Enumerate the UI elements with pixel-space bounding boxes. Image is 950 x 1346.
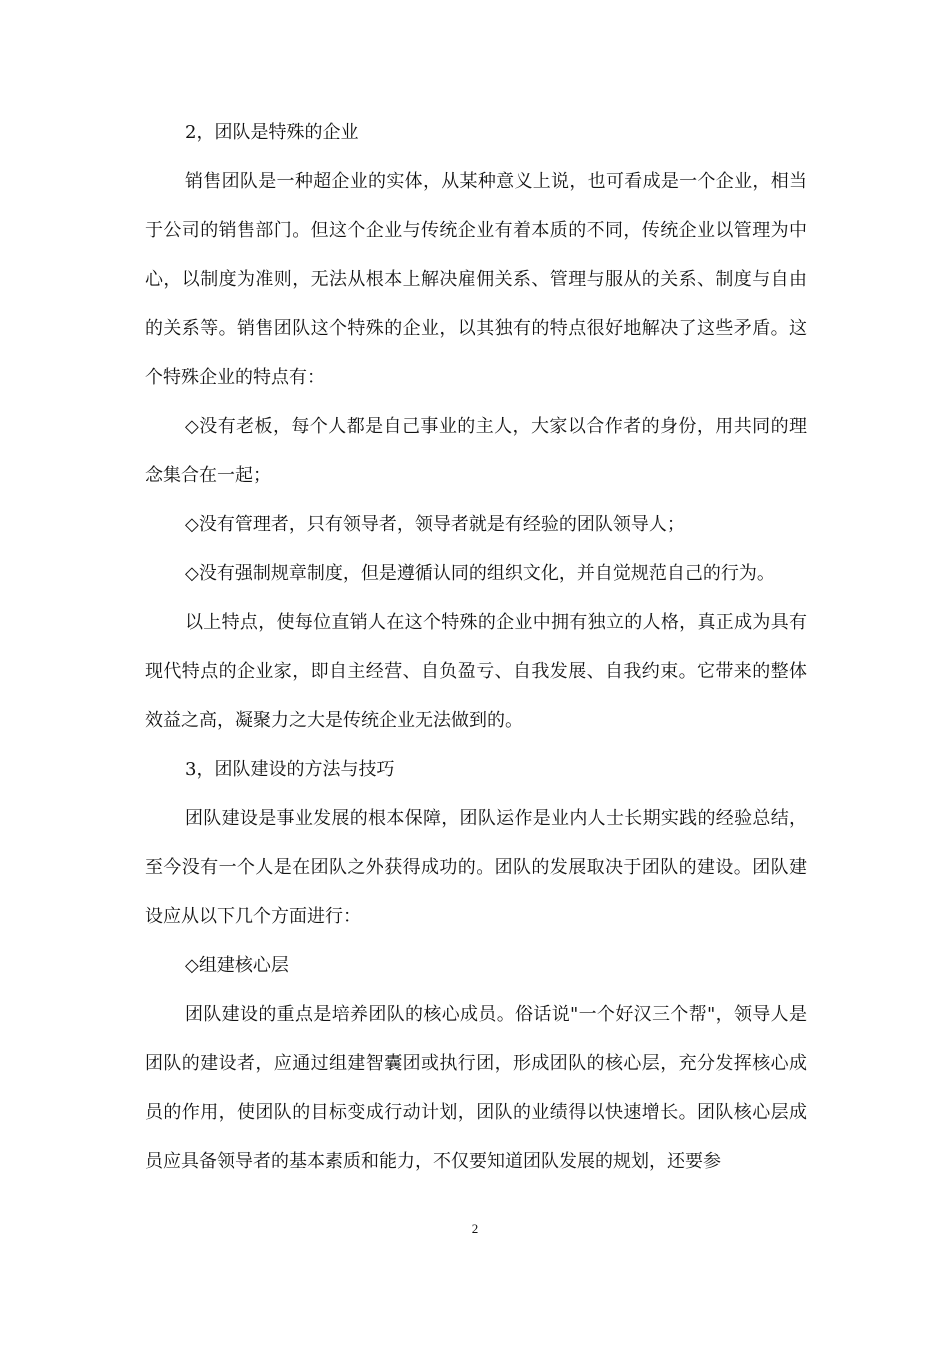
page-number: 2	[471, 1221, 479, 1236]
paragraph-sales-team-entity: 销售团队是一种超企业的实体，从某种意义上说，也可看成是一个企业，相当于公司的销售部门。但这个企业与传统企业有着本质的不同，传统企业以管理为中心，以制度为准则，无法从根本上解决雇佣关系、管理与服从的关系、制度与自由的关系等。销售团队这个特殊的企业，以其独有的特点很好地解决了这些矛盾。这个特殊企业的特点有：	[145, 171, 807, 388]
body-text	[145, 108, 807, 1186]
bullet-no-mandatory-rules: ◇没有强制规章制度，但是遵循认同的组织文化，并自觉规范自己的行为。	[185, 563, 775, 584]
bullet-no-manager: ◇没有管理者，只有领导者，领导者就是有经验的团队领导人；	[185, 514, 685, 535]
section-heading-2: 2，团队是特殊的企业	[185, 122, 359, 143]
paragraph-features-summary: 以上特点，使每位直销人在这个特殊的企业中拥有独立的人格，真正成为具有现代特点的企业家，即自主经营、自负盈亏、自我发展、自我约束。它带来的整体效益之高，凝聚力之大是传统企业无法做到的。	[145, 612, 807, 731]
bullet-core-layer: ◇组建核心层	[185, 955, 289, 976]
section-heading-3: 3，团队建设的方法与技巧	[185, 759, 395, 780]
bullet-no-boss: ◇没有老板，每个人都是自己事业的主人，大家以合作者的身份，用共同的理念集合在一起；	[145, 416, 807, 486]
paragraph-team-building-intro: 团队建设是事业发展的根本保障，团队运作是业内人士长期实践的经验总结，至今没有一个人是在团队之外获得成功的。团队的发展取决于团队的建设。团队建设应从以下几个方面进行：	[145, 808, 807, 927]
paragraph-core-members: 团队建设的重点是培养团队的核心成员。俗话说"一个好汉三个帮"，领导人是团队的建设者，应通过组建智囊团或执行团，形成团队的核心层，充分发挥核心成员的作用，使团队的目标变成行动计划，团队的业绩得以快速增长。团队核心层成员应具备领导者的基本素质和能力，不仅要知道团队发展的规划，还要参	[145, 1004, 807, 1172]
